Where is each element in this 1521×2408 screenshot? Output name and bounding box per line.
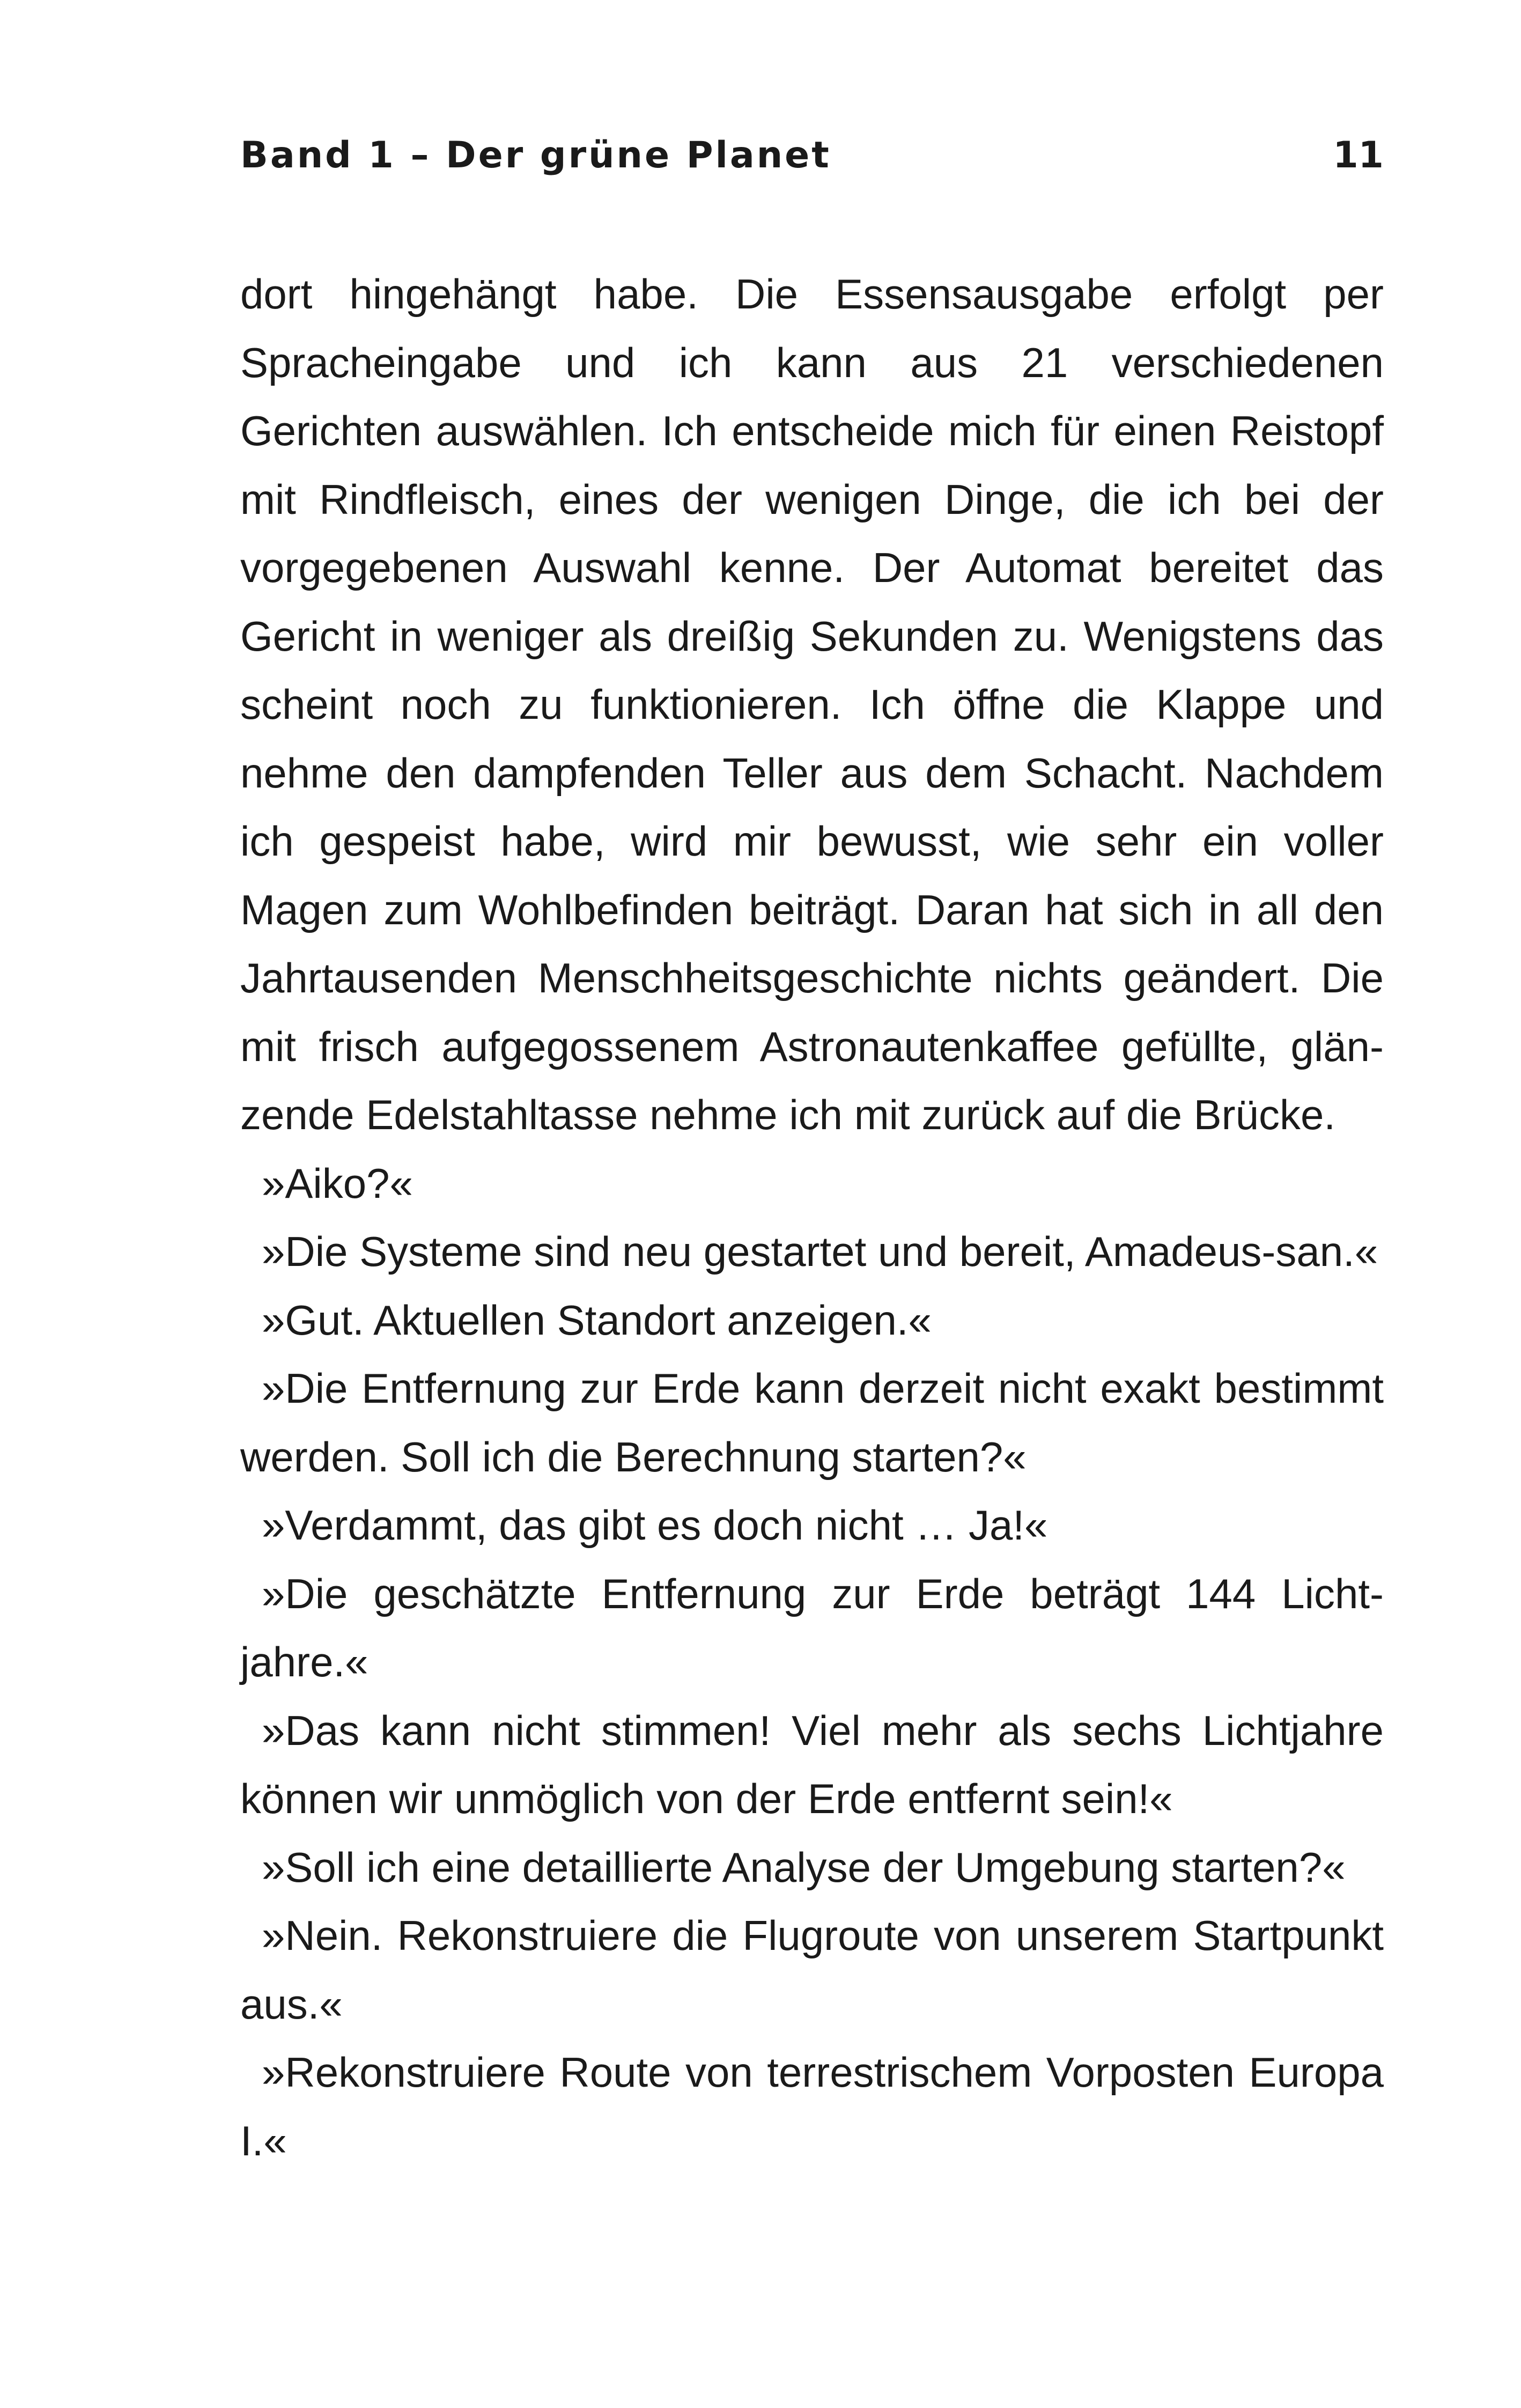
paragraph-dialogue: »Soll ich eine detaillierte Analyse der Umgebung starten?«: [262, 1843, 1346, 1891]
page-number: 11: [1333, 134, 1384, 176]
body-text: [240, 260, 1384, 2175]
paragraph-dialogue: »Die Systeme sind neu gestartet und bereit, Amadeus-san.«: [262, 1228, 1378, 1275]
paragraph-narration: dort hingehängt habe. Die Essensausgabe erfolgt per Spracheingabe und ich kann aus 21 verschiedenen Gerichten auswählen. Ich entscheide mich für einen Reistopf mit Rindfleisch, eines der wenigen Dinge, die ich bei der vorgegebenen Auswahl kenne. Der Automat bereitet das Gericht in weniger als dreißig Sekunden zu. Wenigstens das scheint noch zu funktionieren. Ich öffne die Klappe und nehme den dampfenden Teller aus dem Schacht. Nachdem ich gespeist habe, wird mir bewusst, wie sehr ein voller Magen zum Wohlbefinden beiträgt. Daran hat sich in all den Jahrtausenden Menschheitsgeschichte nichts geändert. Die mit frisch aufgegossenem Astronautenkaffee gefüllte, glänzende Edelstahltasse nehme ich mit zurück auf die Brücke.: [240, 270, 1384, 1138]
paragraph-dialogue: »Nein. Rekonstruiere die Flugroute von unserem Startpunkt aus.«: [240, 1912, 1384, 2028]
page-header: [240, 126, 1384, 185]
paragraph-dialogue: »Aiko?«: [262, 1159, 413, 1207]
paragraph-dialogue: »Die Entfernung zur Erde kann derzeit nicht exakt bestimmt werden. Soll ich die Berechnung starten?«: [240, 1365, 1384, 1481]
paragraph-dialogue: »Verdammt, das gibt es doch nicht … Ja!«: [262, 1501, 1048, 1549]
paragraph-dialogue: »Gut. Aktuellen Standort anzeigen.«: [262, 1296, 932, 1344]
running-title: Band 1 – Der grüne Planet: [240, 134, 831, 176]
paragraph-dialogue: »Die geschätzte Entfernung zur Erde beträgt 144 Lichtjahre.«: [240, 1570, 1384, 1685]
paragraph-dialogue: »Rekonstruiere Route von terrestrischem Vorposten Europa I.«: [240, 2049, 1384, 2164]
paragraph-dialogue: »Das kann nicht stimmen! Viel mehr als sechs Lichtjahre können wir unmöglich von der Erde entfernt sein!«: [240, 1706, 1384, 1822]
